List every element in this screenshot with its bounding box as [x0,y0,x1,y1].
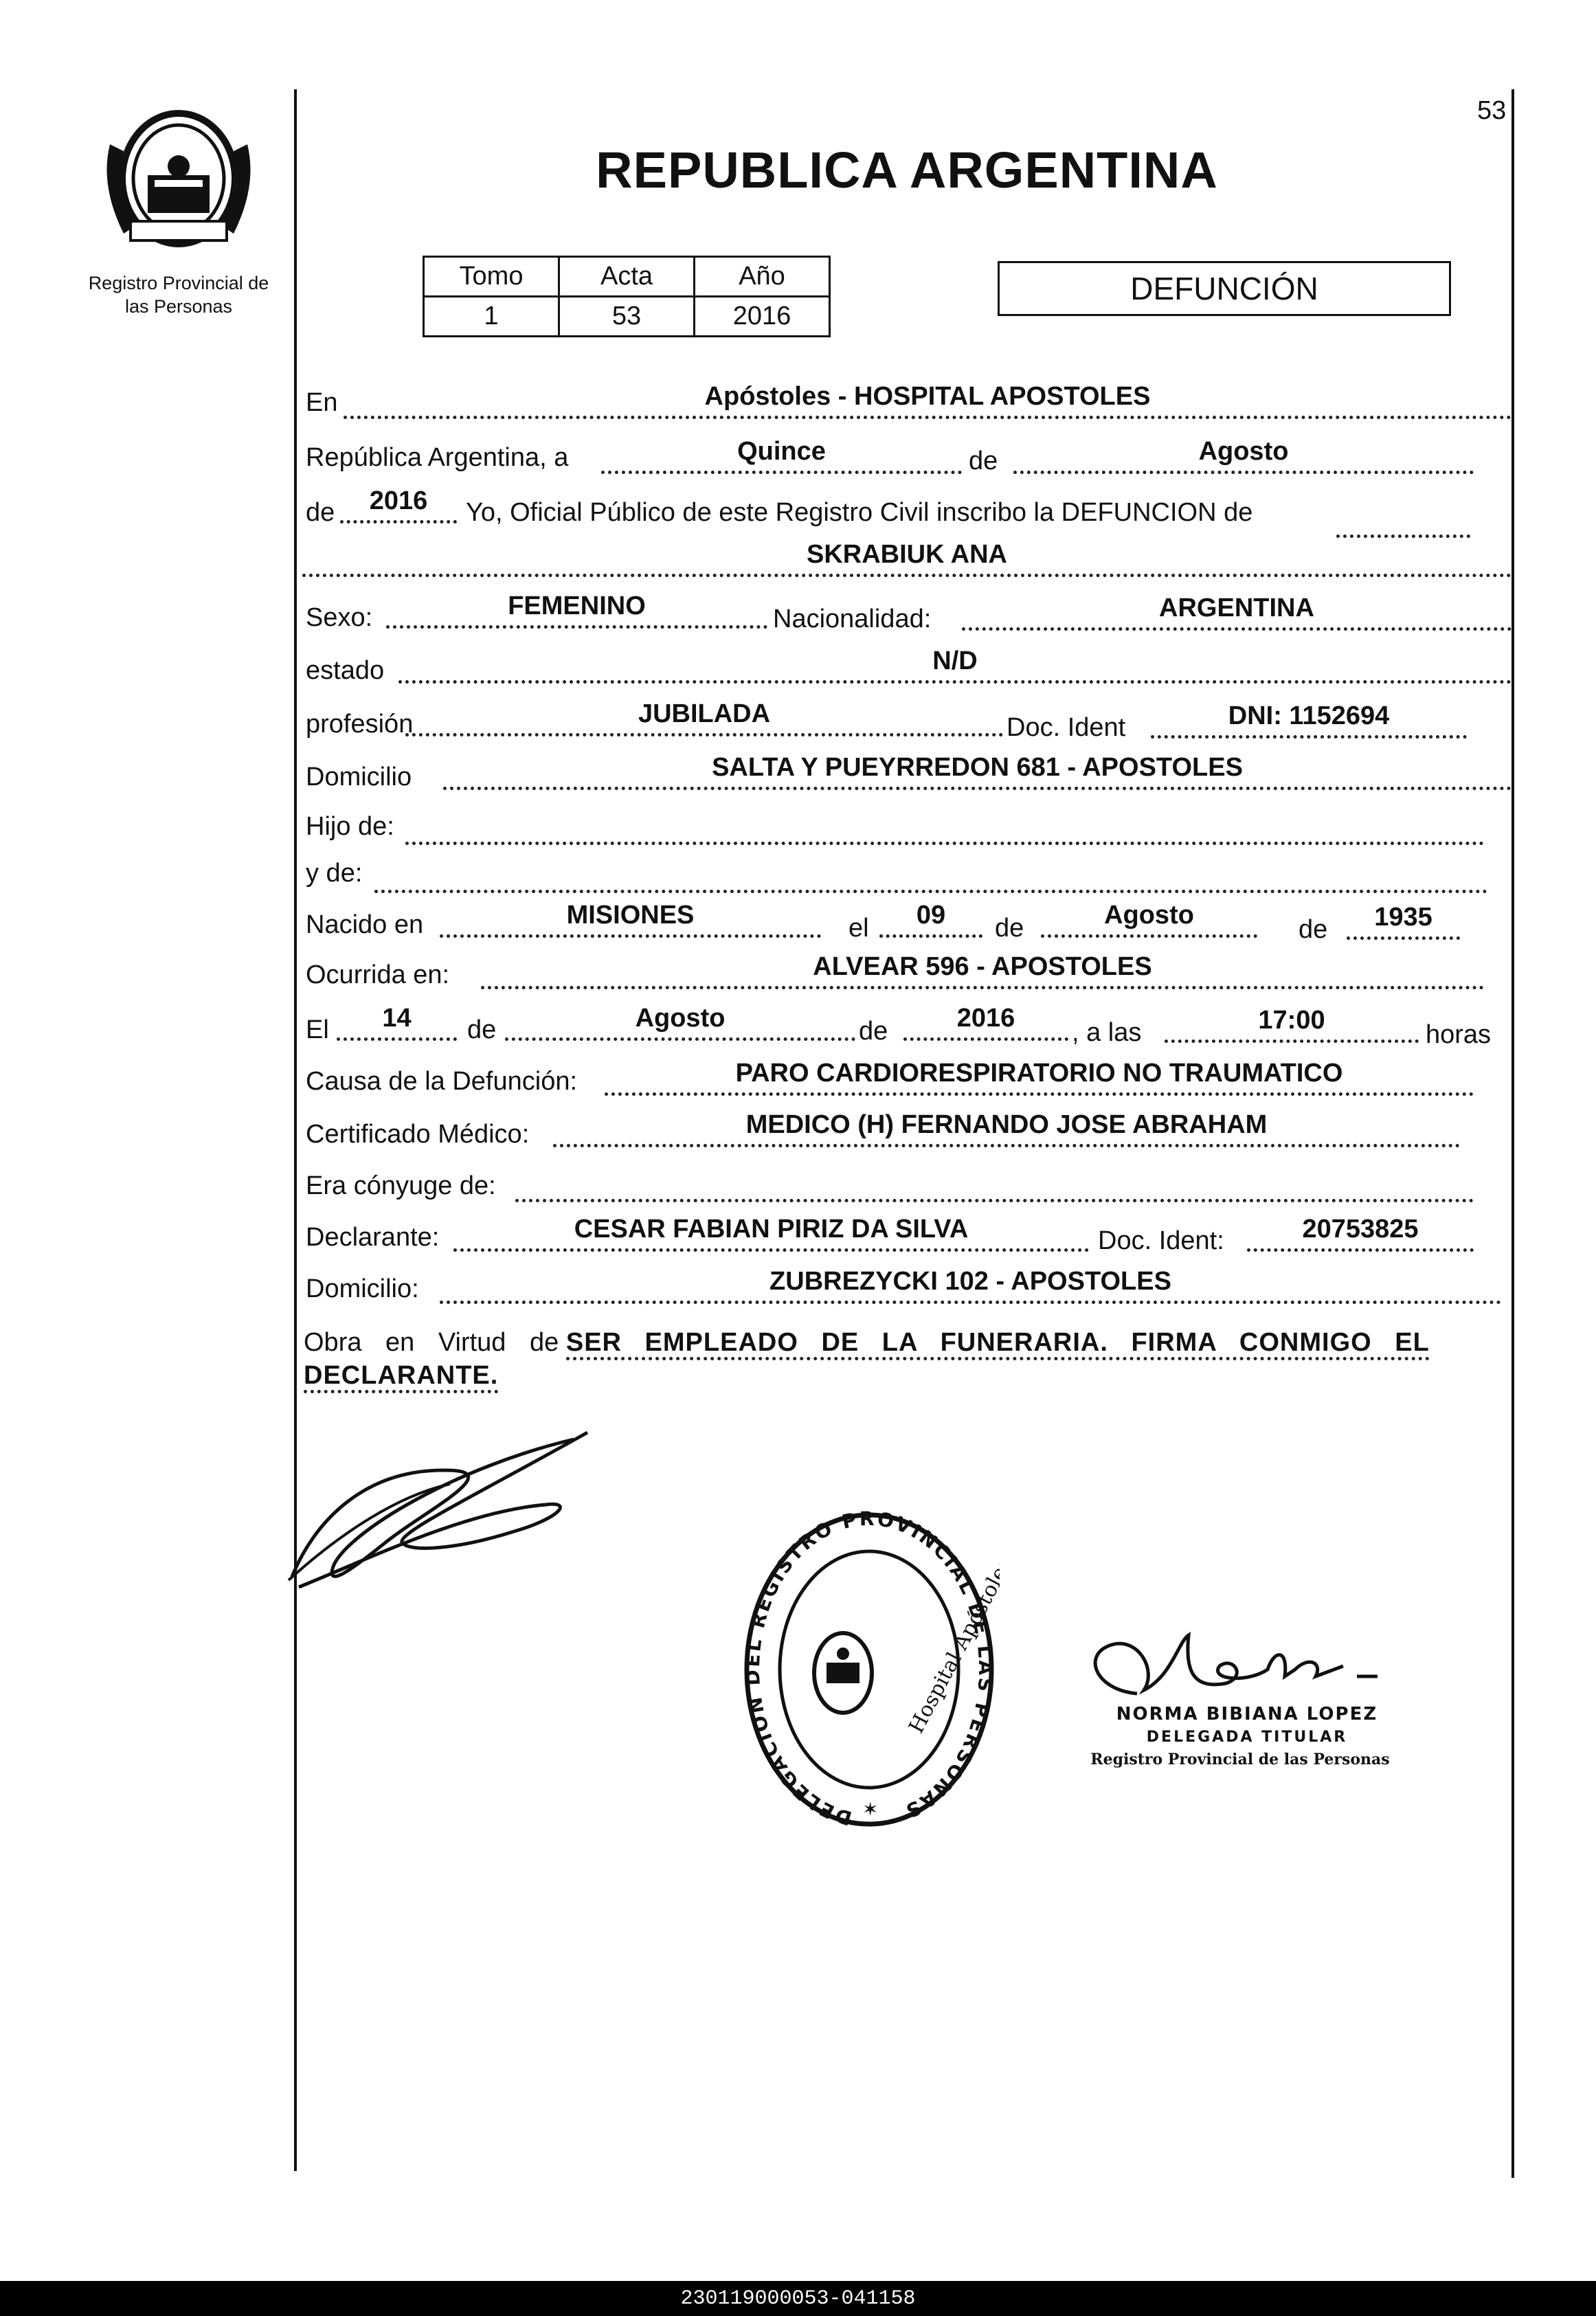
label-obra: Obra en Virtud de [304,1328,559,1357]
field-domicilio: SALTA Y PUEYRREDON 681 - APOSTOLES [443,756,1511,790]
field-profesion: JUBILADA [405,702,1003,737]
field-hijo-de [405,811,1484,845]
label-doc-ident-2: Doc. Ident: [1098,1226,1224,1255]
field-certificado: MEDICO (H) FERNANDO JOSE ABRAHAM [553,1113,1460,1147]
field-conyuge [515,1168,1474,1202]
label-declarante: Declarante: [306,1223,440,1252]
field-def-anio: 2016 [903,1007,1068,1041]
field-obra: SER EMPLEADO DE LA FUNERARIA. FIRMA CONMIGO EL DECLARANTE. [304,1328,1430,1393]
label-certificado: Certificado Médico: [306,1120,530,1149]
label-sexo: Sexo: [306,603,373,632]
label-doc-ident: Doc. Ident [1007,713,1126,742]
field-nombre: SKRABIUK ANA [302,543,1511,577]
field-continuation [1336,504,1470,538]
province-seal-logo [96,103,261,261]
field-declarante: CESAR FABIAN PIRIZ DA SILVA [453,1217,1089,1252]
field-hora: 17:00 [1165,1009,1419,1043]
field-declarante-domicilio: ZUBREZYCKI 102 - APOSTOLES [440,1270,1501,1304]
field-nac-mes: Agosto [1041,903,1257,938]
left-margin-line [294,89,297,2171]
official-signature [1068,1628,1412,1793]
label-domicilio-2: Domicilio: [306,1274,419,1303]
field-nac-anio: 1935 [1347,906,1460,940]
label-horas: horas [1426,1020,1492,1049]
field-anio: 2016 [340,489,457,524]
document-title: REPUBLICA ARGENTINA [596,142,1218,199]
field-ocurrida-en: ALVEAR 596 - APOSTOLES [481,955,1484,989]
label-domicilio: Domicilio [306,763,412,791]
record-type-box: DEFUNCIÓN [998,261,1451,316]
acta-header: Acta [559,257,695,297]
field-sexo: FEMENINO [386,594,767,629]
label-a-las: , a las [1072,1018,1142,1047]
stamp-ring-text: DELEGACION DEL REGISTRO PROVINCIAL DE LAS PERSONAS [741,1508,998,1830]
right-margin-line [1511,89,1514,2178]
field-doc: DNI: 1152694 [1151,704,1467,739]
official-name: NORMA BIBIANA LOPEZ [1116,1704,1378,1724]
field-lugar: Apóstoles - HOSPITAL APOSTOLES [344,385,1511,419]
label-de-5: de [467,1015,497,1044]
label-en: En [306,388,338,417]
anio-value: 2016 [695,297,830,337]
footer-code: 230119000053-041158 [0,2281,1596,2316]
label-profesion: profesión [306,710,414,739]
field-nacionalidad: ARGENTINA [962,596,1511,631]
stamp-inner-text: Hospital Apóstoles [904,1553,1000,1738]
field-dia-letras: Quince [601,440,962,474]
label-de-4: de [1299,915,1328,944]
field-nac-dia: 09 [879,903,982,938]
record-table [423,256,831,337]
field-mes: Agosto [1013,440,1474,474]
official-office: Registro Provincial de las Personas [1090,1751,1390,1768]
field-estado: N/D [398,649,1511,684]
label-de-3: de [995,914,1024,943]
label-yo: Yo, Oficial Público de este Registro Civil inscribo la DEFUNCION de [466,498,1253,527]
seal-text [96,103,261,261]
field-declarante-doc: 20753825 [1247,1217,1474,1252]
acta-value: 53 [559,297,695,337]
label-hijo-de: Hijo de: [306,812,394,841]
label-de-2: de [306,498,335,527]
label-nacionalidad: Nacionalidad: [773,605,932,633]
label-de-1: de [969,447,998,475]
label-y-de: y de: [306,859,363,888]
label-el: el [848,914,869,943]
declarant-signature [285,1429,594,1594]
obra-paragraph [304,1326,1506,1392]
label-nacido-en: Nacido en [306,910,424,939]
label-republica: República Argentina, a [306,443,569,472]
label-de-6: de [859,1017,888,1046]
field-def-dia: 14 [337,1007,457,1041]
official-stamp [739,1508,1000,1831]
tomo-value: 1 [424,297,559,337]
field-causa: PARO CARDIORESPIRATORIO NO TRAUMATICO [605,1061,1474,1096]
official-role: DELEGADA TITULAR [1146,1729,1348,1746]
label-causa: Causa de la Defunción: [306,1067,578,1096]
label-conyuge: Era cónyuge de: [306,1171,496,1200]
label-el-cap: El [306,1015,329,1044]
field-y-de [374,859,1487,893]
field-def-mes: Agosto [505,1007,855,1041]
tomo-header: Tomo [424,257,559,297]
anio-header: Año [695,257,830,297]
field-nacido-en: MISIONES [440,903,821,938]
page-number: 53 [1477,96,1507,125]
svg-text:✶: ✶ [862,1798,879,1821]
agency-name: Registro Provincial de las Personas [88,273,269,317]
label-ocurrida-en: Ocurrida en: [306,960,450,989]
label-estado: estado [306,656,385,685]
